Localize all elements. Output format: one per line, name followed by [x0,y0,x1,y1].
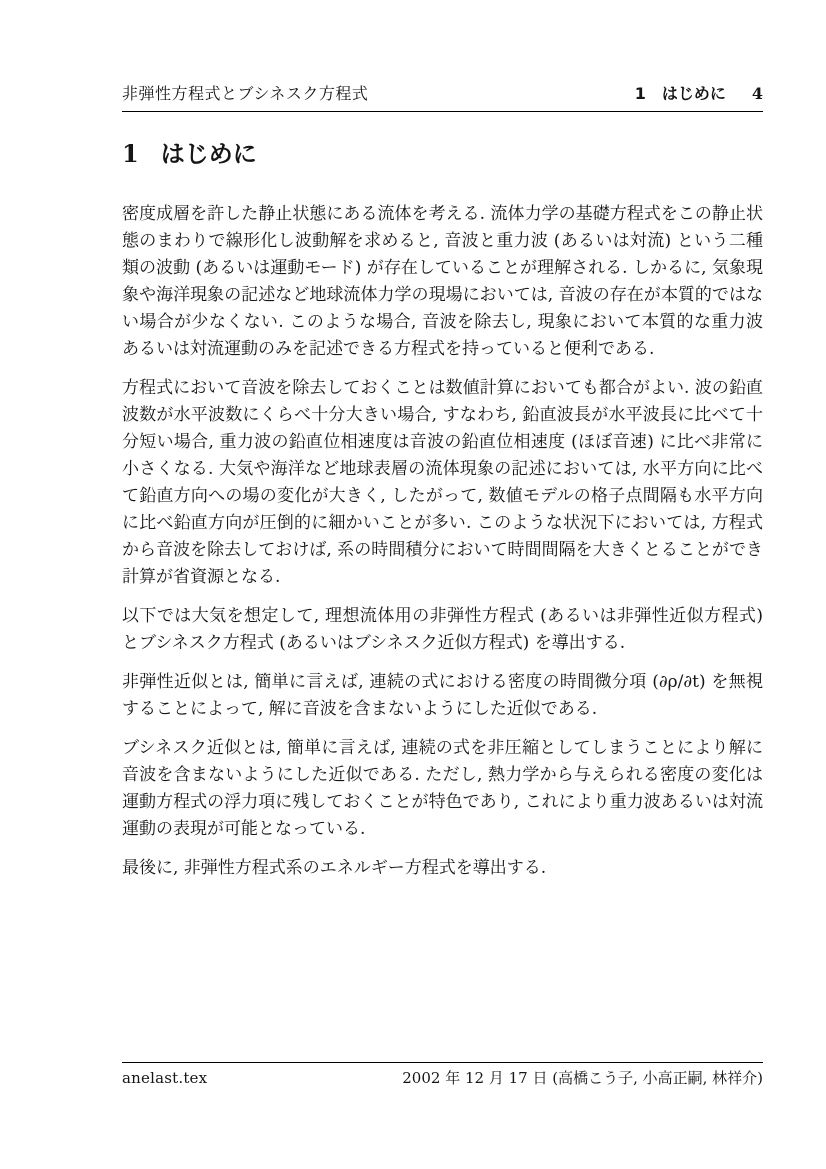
header-section-ref: 1 はじめに [634,84,726,103]
paragraph: ブシネスク近似とは, 簡単に言えば, 連続の式を非圧縮としてしまうことにより解に音波を含まないようにした近似である. ただし, 熱力学から与えられる密度の変化は運動方程式の浮力項に残しておくことが特色であり, これにより重力波あるいは対流運動の表現が可能となっている. [122,738,763,839]
footer-file-name: anelast.tex [122,1069,208,1087]
body-text [122,201,763,894]
paragraph: 以下では大気を想定して, 理想流体用の非弾性方程式 (あるいは非弾性近似方程式) とブシネスク方程式 (あるいはブシネスク近似方程式) を導出する. [122,606,763,653]
paragraph: 非弾性近似とは, 簡単に言えば, 連続の式における密度の時間微分項 (∂ρ/∂t) を無視することによって, 解に音波を含まないようにした近似である. [122,672,763,719]
paragraph: 密度成層を許した静止状態にある流体を考える. 流体力学の基礎方程式をこの静止状態のまわりで線形化し波動解を求めると, 音波と重力波 (あるいは対流) という二種類の波動 (あるいは運動モード) が存在していることが理解される. しかるに, 気象現象や海洋現象の記述など地球流体力学の現場においては, 音波の存在が本質的ではない場合が少なくない. このような場合, 音波を除去し, 現象において本質的な重力波あるいは対流運動のみを記述できる方程式を持っていると便利である. [122,204,763,359]
footer-date-authors: 2002 年 12 月 17 日 (高橋こう子, 小高正嗣, 林祥介) [402,1069,763,1087]
running-footer [122,1062,763,1088]
header-document-title: 非弾性方程式とブシネスク方程式 [122,84,369,103]
running-header [122,84,763,112]
paragraph: 方程式において音波を除去しておくことは数値計算においても都合がよい. 波の鉛直波数が水平波数にくらべ十分大きい場合, すなわち, 鉛直波長が水平波長に比べて十分短い場合, 重力波の鉛直位相速度は音波の鉛直位相速度 (ほぼ音速) に比べ非常に小さくなる. 大気や海洋など地球表層の流体現象の記述においては, 水平方向に比べて鉛直方向への場の変化が大きく, したがって, 数値モデルの格子点間隔も水平方向に比べ鉛直方向が圧倒的に細かいことが多い. このような状況下においては, 方程式から音波を除去しておけば, 系の時間積分において時間間隔を大きくとることができ計算が省資源となる. [122,378,763,587]
section-number: 1 [122,139,139,168]
header-page-number: 4 [751,84,763,103]
section-heading [122,139,763,169]
paragraph: 最後に, 非弾性方程式系のエネルギー方程式を導出する. [122,858,547,878]
header-right-group [635,84,763,104]
section-title: はじめに [160,140,257,168]
